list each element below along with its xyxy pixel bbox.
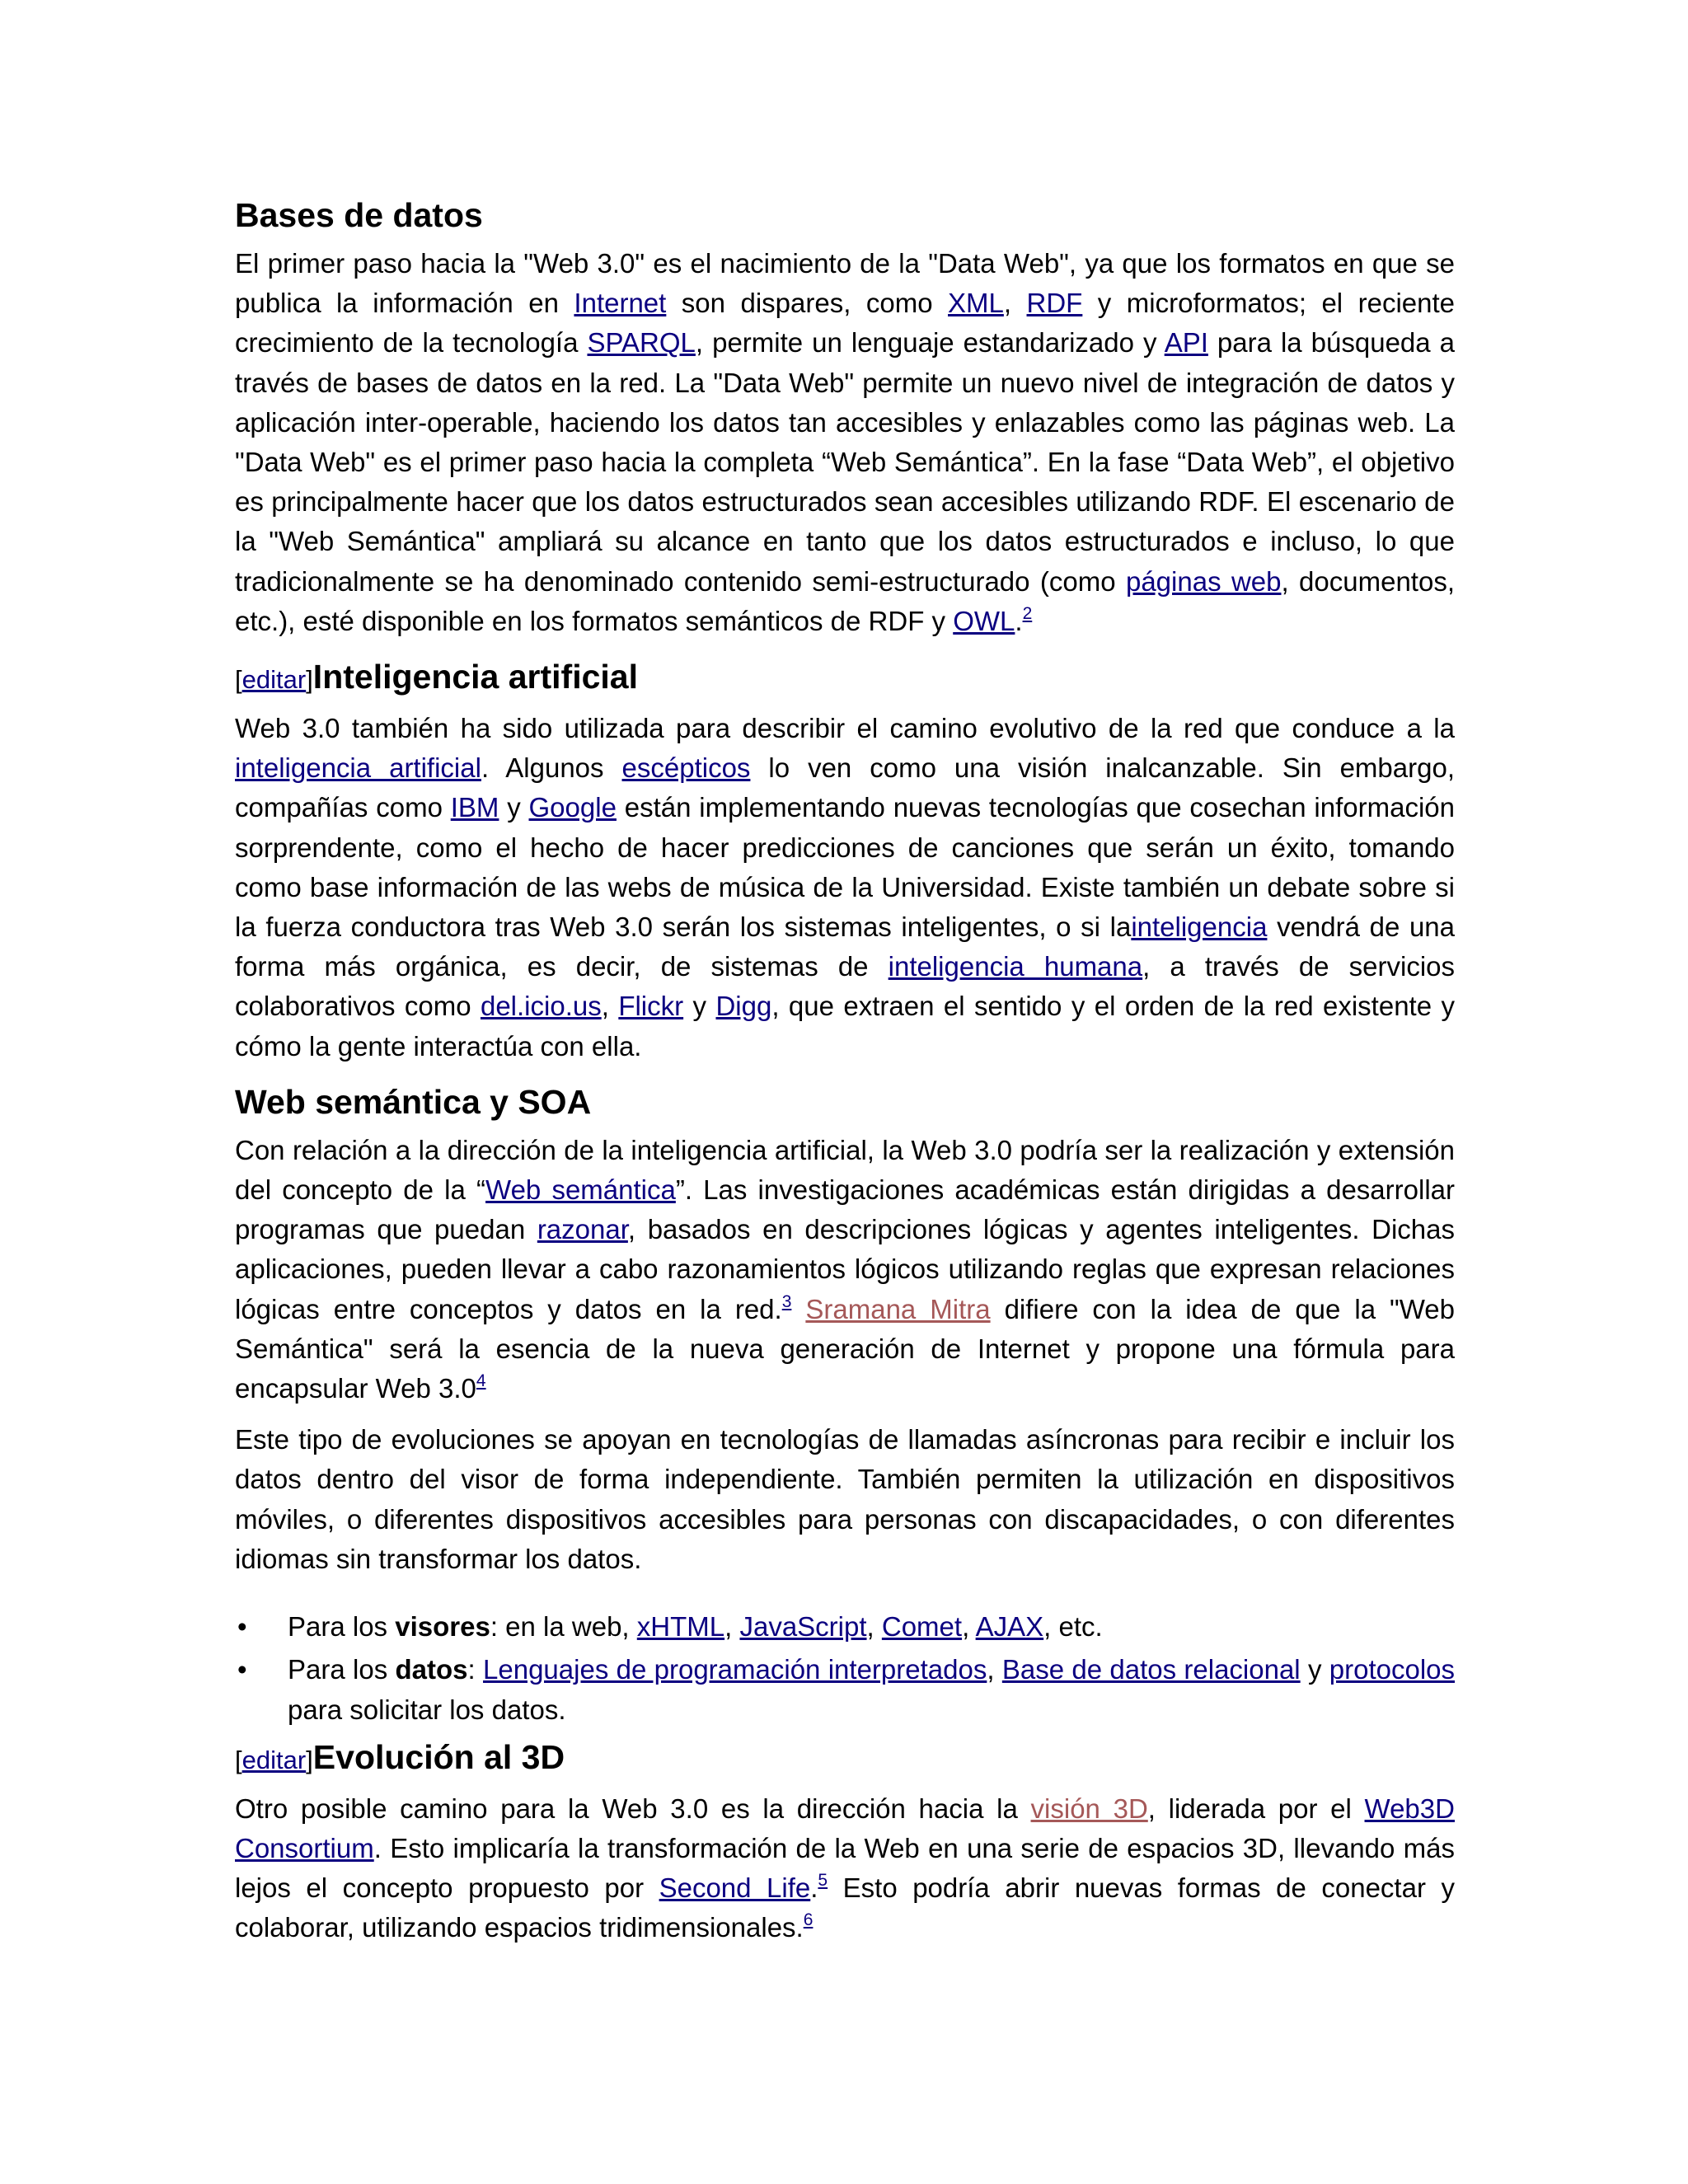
paragraph-web-semantica-2: Este tipo de evoluciones se apoyan en tecnologías de llamadas asíncronas para recibir e incluir los datos dentro del visor de forma independiente. También permiten la utilización en dispositivos móviles, o diferentes dispositivos accesibles para personas con discapacidades, o con diferentes idiomas sin transformar los datos. — [235, 1424, 1455, 1574]
link-ibm[interactable]: IBM — [450, 792, 499, 823]
link-comet[interactable]: Comet — [881, 1611, 963, 1643]
link-digg[interactable]: Digg — [715, 991, 772, 1022]
text: ”. Las investigaciones académicas están dirigidas a desarrollar programas que puedan — [235, 1174, 1455, 1245]
bracket: [ — [235, 1745, 242, 1774]
text: para solicitar los datos. — [288, 1694, 566, 1725]
bold-text: visores — [395, 1611, 490, 1643]
bracket: ] — [306, 1745, 313, 1774]
text: son dispares, como — [666, 288, 949, 319]
text: , — [987, 1654, 1002, 1685]
link-ajax[interactable]: AJAX — [975, 1611, 1044, 1643]
link-inteligencia[interactable]: inteligencia — [1131, 912, 1268, 943]
link-second-life[interactable]: Second Life — [659, 1872, 811, 1904]
link-base-datos-relacional[interactable]: Base de datos relacional — [1001, 1654, 1301, 1685]
text: , liderada por el — [1147, 1793, 1365, 1824]
text: , que extraen el sentido y el orden de la red existente y cómo la gente interactúa con ella. — [235, 991, 1455, 1062]
text: Otro posible camino para la Web 3.0 es la dirección hacia la — [235, 1793, 1031, 1824]
footnote-ref-3[interactable] — [782, 1292, 792, 1311]
edit-section-link[interactable] — [235, 665, 313, 694]
bracket: [ — [235, 665, 242, 695]
text: Esto podría abrir nuevas formas de conectar y colaborar, utilizando espacios tridimensionales. — [235, 1872, 1455, 1943]
text: para la búsqueda a través de bases de datos en la red. La "Data Web" permite un nuevo nivel de integración de datos y aplicación inter-operable, haciendo los datos tan accesibles y enlazables como las páginas web. La "Data Web" es el primer paso hacia la completa “Web Semántica”. En la fase “Data Web”, el objetivo es principalmente hacer que los datos estructurados sean accesibles utilizando RDF. El escenario de la "Web Semántica" ampliará su alcance en tanto que los datos estructurados e incluso, lo que tradicionalmente se ha denominado contenido semi-estructurado (como — [235, 327, 1456, 597]
link-xhtml[interactable]: xHTML — [636, 1611, 725, 1643]
text: vendrá de una forma más orgánica, es decir, de sistemas de — [235, 912, 1455, 982]
text: . Algunos — [481, 752, 622, 784]
link-sramana-mitra[interactable]: Sramana Mitra — [805, 1293, 991, 1324]
link-razonar[interactable]: razonar — [537, 1214, 628, 1245]
text: Para los — [288, 1611, 396, 1643]
link-web-semantica[interactable]: Web semántica — [485, 1174, 676, 1206]
link-escepticos[interactable]: escépticos — [621, 752, 751, 784]
text: , basados en descripciones lógicas y agentes inteligentes. Dichas aplicaciones, pueden llevar a cabo razonamientos lógicos utilizando reglas que expresan relaciones lógicas entre conceptos y datos en la red. — [235, 1214, 1455, 1324]
text: : — [467, 1654, 484, 1685]
text: , etc. — [1043, 1611, 1103, 1643]
link-inteligencia-artificial[interactable]: inteligencia artificial — [235, 752, 481, 784]
bullet-icon: • — [237, 1611, 247, 1643]
bracket: ] — [306, 665, 313, 695]
link-protocolos[interactable]: protocolos — [1329, 1654, 1456, 1685]
link-xml[interactable]: XML — [948, 288, 1004, 319]
text: , — [1003, 288, 1027, 319]
text: , — [866, 1611, 882, 1643]
text — [791, 1294, 805, 1324]
link-inteligencia-humana[interactable]: inteligencia humana — [888, 951, 1143, 982]
footnote-link-3[interactable]: 3 — [781, 1291, 792, 1311]
edit-link[interactable]: editar — [241, 665, 307, 695]
text: difiere con la idea de que la "Web Semántica" será la esencia de la nueva generación de Internet y propone una fórmula para encapsular Web 3.0 — [235, 1293, 1455, 1404]
paragraph-inteligencia-artificial — [235, 709, 1455, 1066]
footnote-ref-6[interactable] — [804, 1910, 814, 1929]
text: , permite un lenguaje estandarizado y — [695, 327, 1165, 359]
footnote-ref-4[interactable] — [476, 1371, 486, 1390]
link-web3d-consortium[interactable]: Web3D Consortium — [235, 1793, 1455, 1863]
text: y microformatos; el reciente crecimiento de la tecnología — [235, 288, 1456, 359]
heading-inteligencia-artificial — [235, 653, 1455, 704]
text: . — [1015, 605, 1023, 636]
text: Para los — [288, 1654, 396, 1685]
bullet-icon: • — [237, 1654, 247, 1685]
bullet-list — [235, 1607, 1455, 1730]
edit-link[interactable]: editar — [241, 1745, 307, 1774]
link-sparql[interactable]: SPARQL — [587, 327, 696, 359]
text: Con relación a la dirección de la inteligencia artificial, la Web 3.0 podría ser la realización y extensión del concepto de la “ — [235, 1134, 1455, 1206]
link-flickr[interactable]: Flickr — [618, 991, 684, 1022]
text: . — [810, 1872, 818, 1904]
paragraph-web-semantica-1 — [235, 1131, 1455, 1408]
text: , — [962, 1611, 976, 1643]
text: y — [499, 792, 529, 823]
footnote-ref-2[interactable] — [1023, 604, 1033, 623]
link-lenguajes-interpretados[interactable]: Lenguajes de programación interpretados — [483, 1654, 987, 1685]
text: están implementando nuevas tecnologías que cosechan información sorprendente, como el hecho de hacer predicciones de canciones que serán un éxito, tomando como base información de las webs de música de la Universidad. Existe también un debate sobre si la fuerza conductora tras Web 3.0 serán los sistemas inteligentes, o si la — [235, 792, 1456, 943]
paragraph-evolucion-3d — [235, 1789, 1455, 1948]
link-internet[interactable]: Internet — [574, 288, 667, 319]
heading-web-semantica-soa: Web semántica y SOA — [235, 1082, 592, 1121]
link-owl[interactable]: OWL — [953, 605, 1015, 636]
footnote-link-5[interactable]: 5 — [818, 1871, 828, 1891]
footnote-link-2[interactable]: 2 — [1022, 603, 1033, 623]
heading-text: Evolución al 3D — [312, 1737, 565, 1776]
paragraph-bases-de-datos — [235, 244, 1455, 641]
list-item-visores — [235, 1607, 1455, 1647]
text: , a través de servicios colaborativos como — [235, 951, 1455, 1022]
footnote-link-6[interactable]: 6 — [803, 1910, 814, 1930]
link-paginas-web[interactable]: páginas web — [1125, 565, 1282, 597]
text: , — [601, 991, 619, 1022]
link-google[interactable]: Google — [528, 792, 617, 823]
list-item-datos — [235, 1650, 1455, 1729]
document-page — [235, 191, 1455, 1960]
text: Web 3.0 también ha sido utilizada para describir el camino evolutivo de la red que conduce a la — [235, 713, 1455, 744]
footnote-link-4[interactable]: 4 — [476, 1371, 486, 1391]
text: lo ven como una visión inalcanzable. Sin embargo, compañías como — [235, 752, 1455, 823]
text: : en la web, — [490, 1611, 637, 1643]
heading-evolucion-3d — [235, 1733, 1455, 1784]
bold-text: datos — [395, 1654, 468, 1685]
link-vision-3d[interactable]: visión 3D — [1030, 1793, 1148, 1824]
text: y — [1300, 1654, 1329, 1685]
link-javascript[interactable]: JavaScript — [739, 1611, 867, 1643]
link-api[interactable]: API — [1164, 327, 1208, 359]
heading-bases-de-datos: Bases de datos — [235, 196, 483, 234]
heading-text: Inteligencia artificial — [312, 658, 638, 696]
link-delicious[interactable]: del.icio.us — [480, 991, 602, 1022]
text: El primer paso hacia la "Web 3.0" es el nacimiento de la "Data Web", ya que los formatos en que se publica la información en — [235, 248, 1455, 319]
text: . Esto implicaría la transformación de la Web en una serie de espacios 3D, llevando más lejos el concepto propuesto por — [235, 1832, 1455, 1904]
text: , documentos, etc.), esté disponible en los formatos semánticos de RDF y — [235, 565, 1456, 636]
footnote-ref-5[interactable] — [818, 1871, 828, 1890]
text: y — [683, 991, 716, 1022]
edit-section-link[interactable] — [235, 1746, 313, 1774]
link-rdf[interactable]: RDF — [1026, 288, 1083, 319]
text: , — [724, 1611, 740, 1643]
